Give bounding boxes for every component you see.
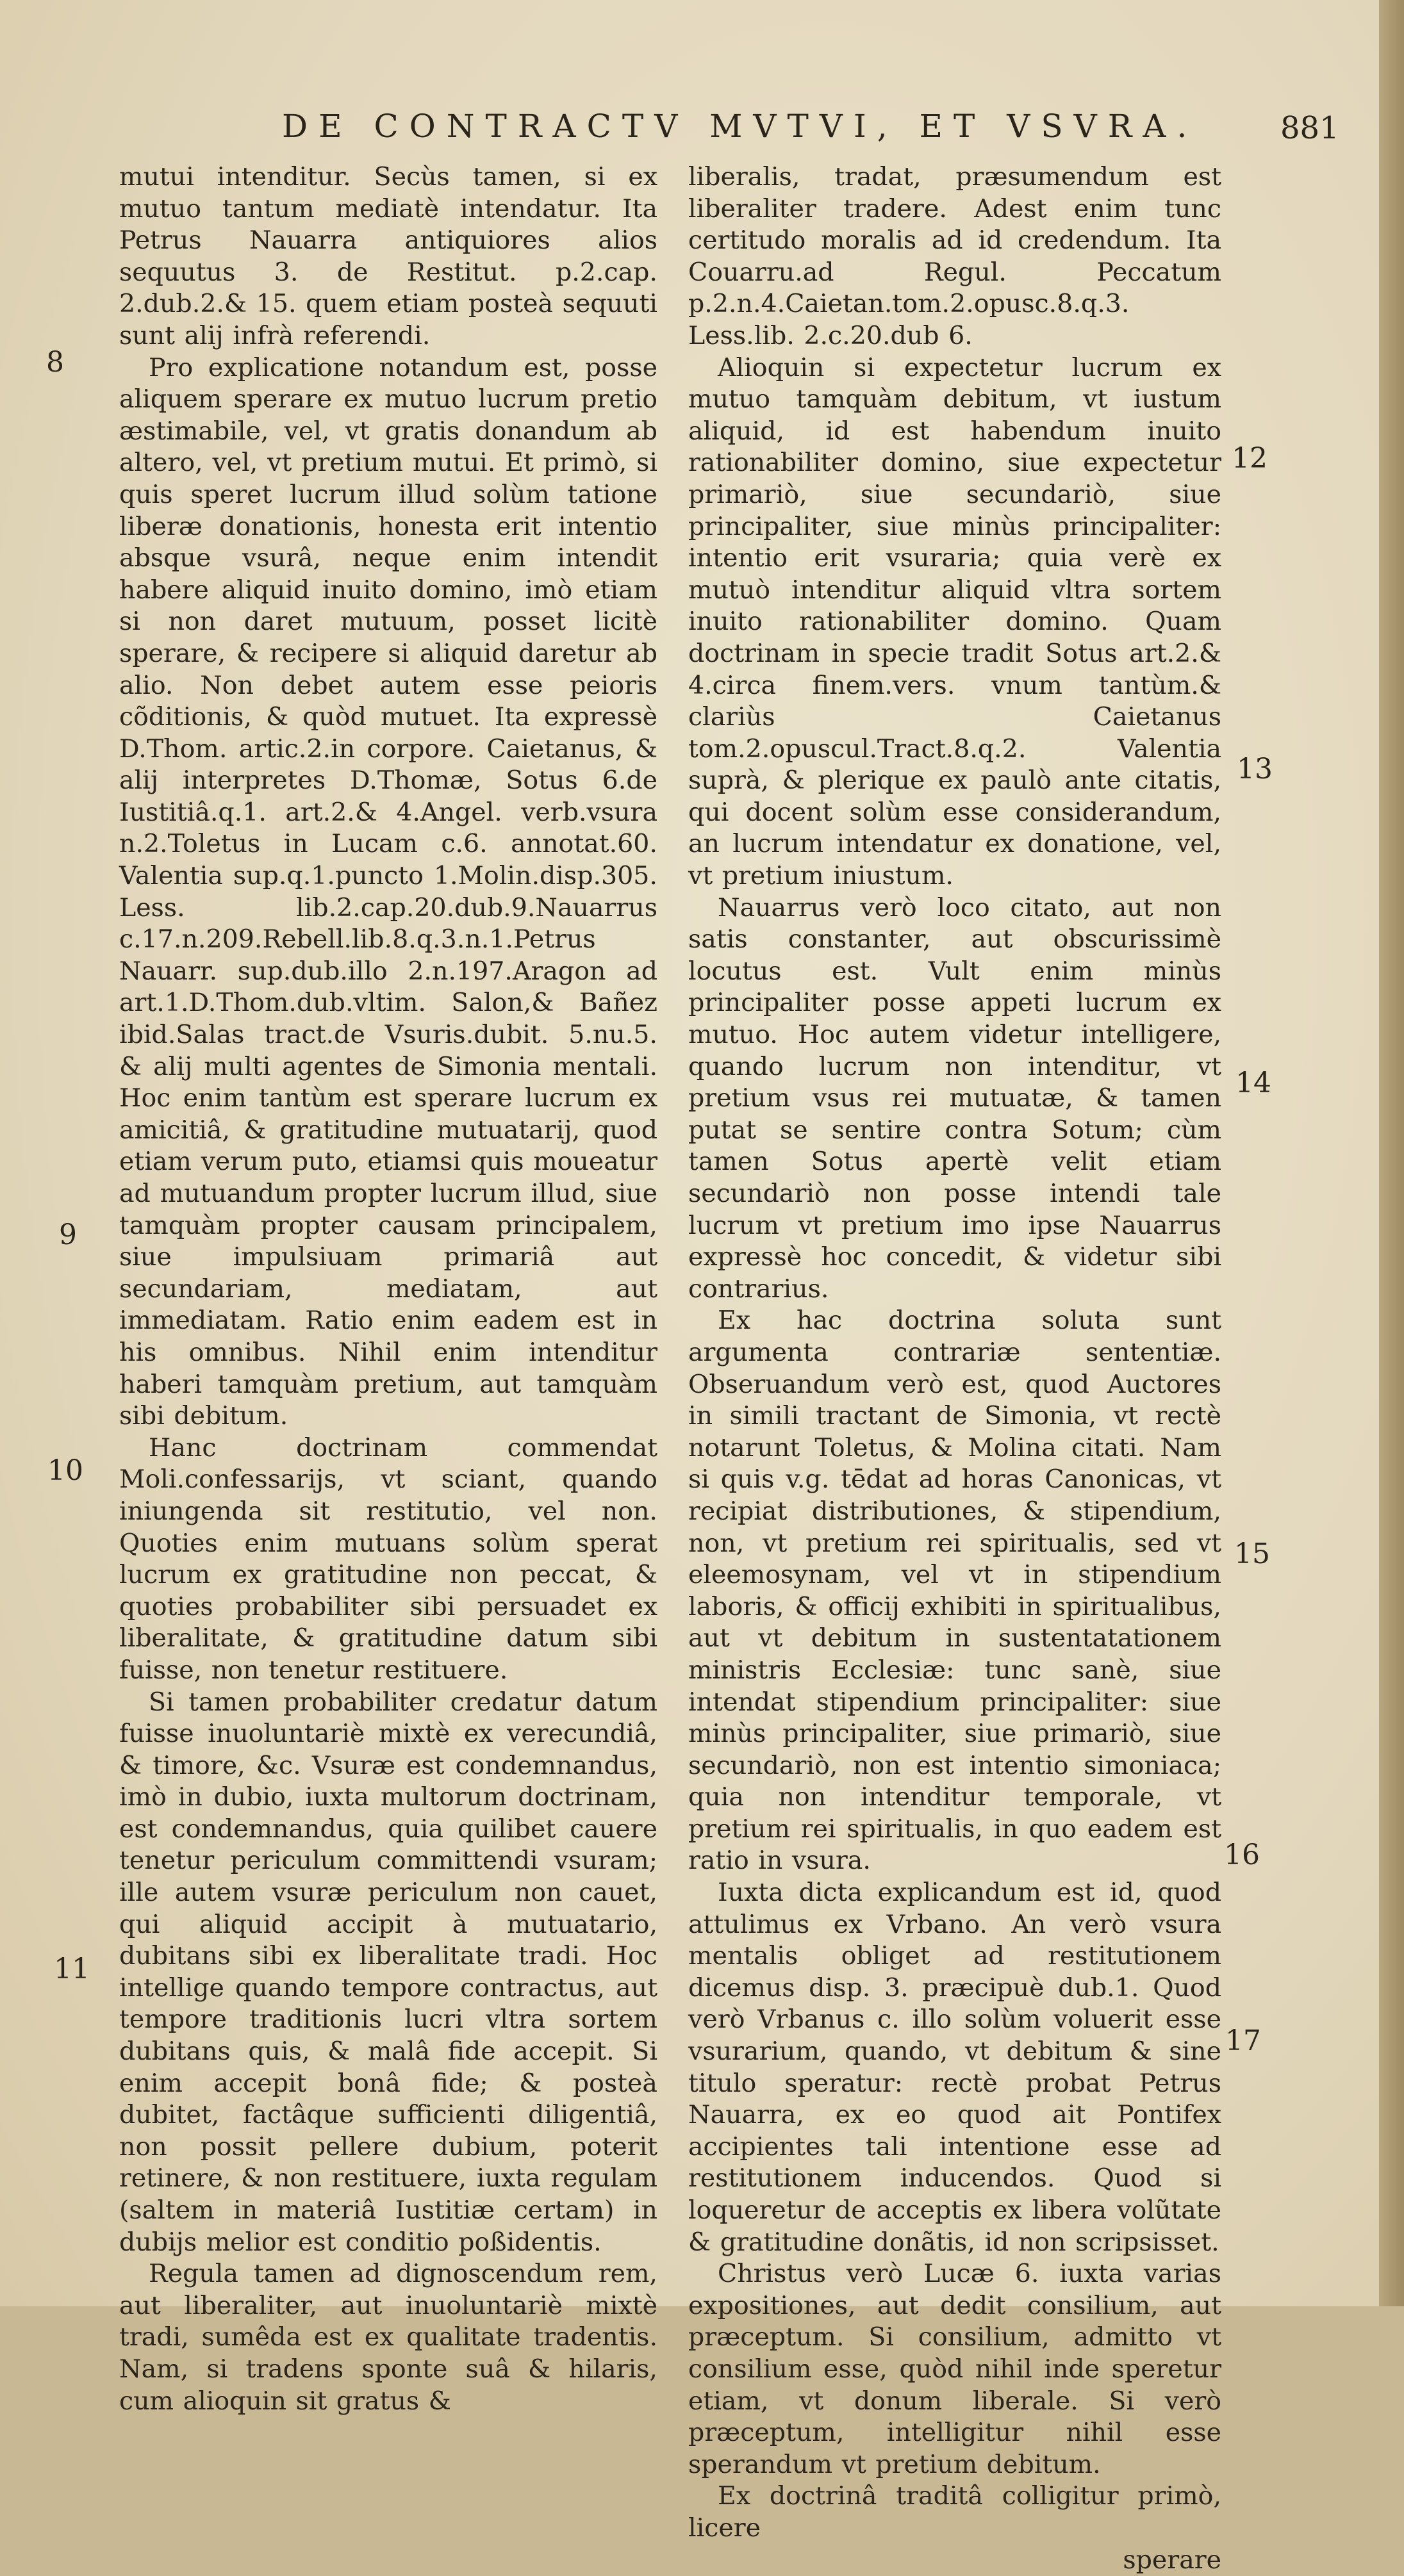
page-number: 881 (1280, 110, 1339, 146)
right-column (688, 161, 1221, 2576)
paragraph: Ex doctrinâ traditâ colligitur primò, licere (688, 2481, 1221, 2543)
margin-number: 12 (1232, 442, 1268, 475)
margin-number: 16 (1224, 1839, 1260, 1871)
margin-number: 11 (54, 1953, 90, 1985)
paragraph: Alioquin si expectetur lucrum ex mutuo tamquàm debitum, vt iustum aliquid, id est habendum inuito rationabiliter domino, siue expectetur primariò, siue secundariò, siue principaliter, siue minùs principaliter: intentio erit vsuraria; quia verè ex mutuò intenditur aliquid vltra sortem inuito rationabiliter domino. Quam doctrinam in specie tradit Sotus art.2.& 4.circa finem.vers. vnum tantùm.& clariùs Caietanus tom.2.opuscul.Tract.8.q.2. Valentia suprà, & plerique ex paulò ante citatis, qui docent solùm esse considerandum, an lucrum intendatur ex donatione, vel, vt pretium iniustum. (688, 352, 1221, 891)
paragraph: Ex hac doctrina soluta sunt argumenta contrariæ sententiæ. Obseruandum verò est, quod Auctores in simili tractant de Simonia, vt rectè notarunt Toletus, & Molina citati. Nam si quis v.g. tēdat ad horas Canonicas, vt recipiat distributiones, & stipendium, non, vt pretium rei spiritualis, sed vt eleemosynam, vel vt in stipendium laboris, & officij exhibiti in spiritualibus, aut vt debitum in sustentatationem ministris Ecclesiæ: tunc sanè, siue intendat stipendium principaliter: siue minùs principaliter, siue primariò, siue secundariò, non est intentio simoniaca; quia non intenditur temporale, vt pretium rei spiritualis, in quo eadem est ratio in vsura. (688, 1306, 1221, 1876)
paragraph: Iuxta dicta explicandum est id, quod attulimus ex Vrbano. An verò vsura mentalis obliget ad restitutionem dicemus disp. 3. præcipuè dub.1. Quod verò Vrbanus c. illo solùm voluerit esse vsurarium, quando, vt debitum & sine titulo speratur: rectè probat Petrus Nauarra, ex eo quod ait Pontifex accipientes tali intentione esse ad restitutionem inducendos. Quod si loqueretur de acceptis ex libera volũtate & gratitudine donãtis, id non scripsisset. (688, 1878, 1221, 2257)
page-edge (1379, 0, 1404, 2306)
catchword: sperare (1123, 2545, 1221, 2575)
paragraph: Hanc doctrinam commendat Moli.confessarijs, vt sciant, quando iniungenda sit restitutio, vel non. Quoties enim mutuans solùm sperat lucrum ex gratitudine non peccat, & quoties probabiliter sibi persuadet ex liberalitate, & gratitudine datum sibi fuisse, non tenetur restituere. (119, 1432, 657, 1685)
paragraph: Pro explicatione notandum est, posse aliquem sperare ex mutuo lucrum pretio æstimabile, vel, vt gratis donandum ab altero, vel, vt pretium mutui. Et primò, si quis speret lucrum illud solùm tatione liberæ donationis, honesta erit intentio absque vsurâ, neque enim intendit habere aliquid inuito domino, imò etiam si non daret mutuum, posset licitè sperare, & recipere si aliquid daretur ab alio. Non debet autem esse peioris cõditionis, & quòd mutuet. Ita expressè D.Thom. artic.2.in corpore. Caietanus, & alij interpretes D.Thomæ, Sotus 6.de Iustitiâ.q.1. art.2.& 4.Angel. verb.vsura n.2.Toletus in Lucam c.6. annotat.60. Valentia sup.q.1.puncto 1.Molin.disp.305. Less. lib.2.cap.20.dub.9.Nauarrus c.17.n.209.Rebell.lib.8.q.3.n.1.Petrus Nauarr. sup.dub.illo 2.n.197.Aragon ad art.1.D.Thom.dub.vltim. Salon,& Bañez ibid.Salas tract.de Vsuris.dubit. 5.nu.5. & alij multi agentes de Simonia mentali. Hoc enim tantùm est sperare lucrum ex amicitiâ, & gratitudine mutuatarij, quod etiam verum puto, etiamsi quis moueatur ad mutuandum propter lucrum illud, siue tamquàm propter causam principalem, siue impulsiuam primariâ aut secundariam, mediatam, aut immediatam. Ratio enim eadem est in his omnibus. Nihil enim intenditur haberi tamquàm pretium, aut tamquàm sibi debitum. (119, 352, 657, 1431)
paragraph: Regula tamen ad dignoscendum rem, aut liberaliter, aut inuoluntariè mixtè tradi, sumêda est ex qualitate tradentis. Nam, si tradens sponte suâ & hilaris, cum alioquin sit gratus & (119, 2259, 657, 2416)
margin-number: 13 (1237, 753, 1273, 785)
margin-number: 8 (46, 346, 64, 379)
paragraph: mutui intenditur. Secùs tamen, si ex mutuo tantum mediatè intendatur. Ita Petrus Nauarra antiquiores alios sequutus 3. de Restitut. p.2.cap. 2.dub.2.& 15. quem etiam posteà sequuti sunt alij infrà referendi. (119, 162, 657, 350)
margin-number: 10 (47, 1454, 83, 1487)
running-title: DE CONTRACTV MVTVI, ET VSVRA. (282, 108, 1198, 145)
paragraph: liberalis, tradat, præsumendum est liberaliter tradere. Adest enim tunc certitudo moralis ad id credendum. Ita Couarru.ad Regul. Peccatum p.2.n.4.Caietan.tom.2.opusc.8.q.3. Less.lib. 2.c.20.dub 6. (688, 162, 1221, 350)
margin-number: 14 (1235, 1067, 1271, 1099)
left-column (119, 161, 657, 2417)
paragraph: Nauarrus verò loco citato, aut non satis constanter, aut obscurissimè locutus est. Vult enim minùs principaliter posse appeti lucrum ex mutuo. Hoc autem videtur intelligere, quando lucrum non intenditur, vt pretium vsus rei mutuatæ, & tamen putat se sentire contra Sotum; cùm tamen Sotus apertè velit etiam secundariò non posse intendi tale lucrum vt pretium imo ipse Nauarrus expressè hoc concedit, & videtur sibi contrarius. (688, 892, 1221, 1304)
margin-number: 9 (59, 1218, 77, 1251)
margin-number: 17 (1225, 2024, 1261, 2057)
paragraph: Christus verò Lucæ 6. iuxta varias expositiones, aut dedit consilium, aut præceptum. Si consilium, admitto vt consilium esse, quòd nihil inde speretur etiam, vt donum liberale. Si verò præceptum, intelligitur nihil esse sperandum vt pretium debitum. (688, 2259, 1221, 2479)
margin-number: 15 (1234, 1538, 1270, 1570)
paragraph: Si tamen probabiliter credatur datum fuisse inuoluntariè mixtè ex verecundiâ, & timore, &c. Vsuræ est condemnandus, imò in dubio, iuxta multorum doctrinam, est condemnandus, quia quilibet cauere tenetur periculum committendi vsuram; ille autem vsuræ periculum non cauet, qui aliquid accipit à mutuatario, dubitans sibi ex liberalitate tradi. Hoc intellige quando tempore contractus, aut tempore traditionis lucri vltra sortem dubitans quis, & malâ fide accepit. Si enim accepit bonâ fide; & posteà dubitet, factâque sufficienti diligentiâ, non possit pellere dubium, poterit retinere, & non restituere, iuxta regulam (saltem in materiâ Iustitiæ certam) in dubijs melior est conditio poßidentis. (119, 1687, 657, 2257)
